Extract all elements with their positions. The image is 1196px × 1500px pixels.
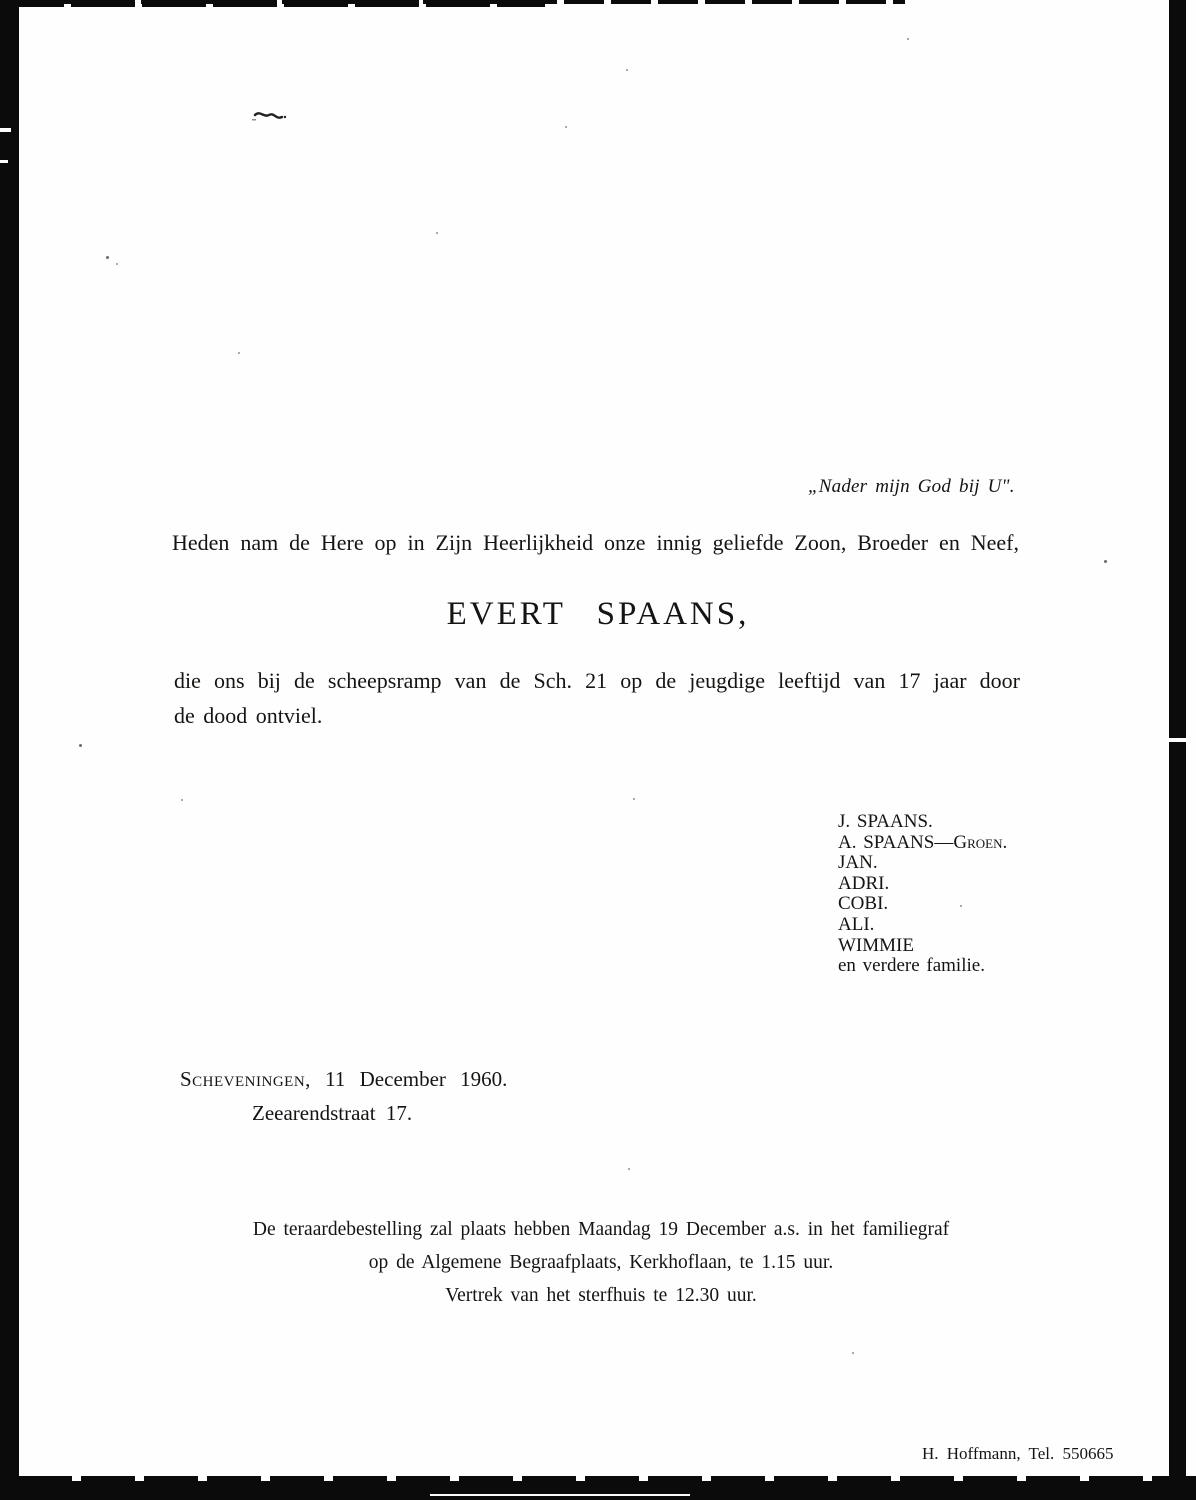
mourner-name: WIMMIE — [838, 934, 914, 956]
scan-speckle — [106, 256, 109, 259]
body-text-line2: de dood ontviel. — [174, 703, 323, 728]
scan-speckle — [907, 38, 909, 40]
scan-speckle — [633, 798, 635, 800]
scan-edge-notch — [0, 160, 8, 163]
scan-speckle — [116, 263, 118, 265]
scan-speckle — [852, 1352, 854, 1354]
scan-speckle — [626, 69, 628, 71]
date-value: 11 December 1960. — [325, 1067, 508, 1091]
scan-edge-notch — [1169, 738, 1186, 742]
funeral-line2: op de Algemene Begraafplaats, Kerkhoflaan, te 1.15 uur. — [368, 1252, 834, 1273]
mourners-family-note: en verdere familie. — [838, 955, 985, 977]
scan-speckle — [79, 744, 82, 747]
mourner-name: JAN. — [838, 852, 878, 874]
funeral-line1: De teraardebestelling zal plaats hebben Maandag 19 December a.s. in het familiegraf — [252, 1219, 950, 1240]
deceased-name: EVERT SPAANS, — [446, 596, 750, 632]
funeral-details — [238, 1213, 964, 1312]
mourner-name: A. SPAANS—Groen. — [838, 831, 1008, 853]
mourners-list — [838, 812, 1007, 977]
mourner-name: J. SPAANS. — [838, 811, 933, 832]
mourner-name: ADRI. — [838, 872, 890, 894]
scan-speckle — [565, 126, 567, 128]
scan-speckle — [1104, 560, 1107, 563]
scan-speckle — [628, 1168, 630, 1170]
scan-speckle — [436, 232, 438, 234]
funeral-line3: Vertrek van het sterfhuis te 12.30 uur. — [445, 1285, 757, 1306]
mourner-name: COBI. — [838, 893, 889, 915]
scan-speckle — [238, 352, 240, 354]
scan-edge-notch — [430, 1494, 690, 1496]
memorial-quote: „Nader mijn God bij U". — [808, 476, 1015, 497]
opening-line: Heden nam de Here op in Zijn Heerlijkheid onze innig geliefde Zoon, Broeder en Neef, — [172, 530, 1019, 555]
place-name: Scheveningen, — [180, 1067, 311, 1091]
printer-credit: H. Hoffmann, Tel. 550665 — [922, 1444, 1114, 1463]
scan-edge-bottom — [0, 1481, 1196, 1500]
ink-smudge-mark — [252, 106, 294, 131]
place-date-line — [180, 1067, 507, 1092]
body-text-line1: die ons bij de scheepsramp van de Sch. 21 op de jeugdige leeftijd van 17 jaar door — [174, 668, 1020, 693]
scan-speckle — [181, 799, 183, 801]
scan-edge-right — [1169, 0, 1186, 1500]
mourner-name: ALI. — [838, 913, 875, 935]
address-line: Zeearendstraat 17. — [252, 1101, 413, 1125]
scan-edge-bottom-fray — [18, 1476, 1196, 1482]
scan-edge-left — [0, 0, 19, 1500]
scan-edge-top-dense — [0, 0, 545, 7]
scan-edge-notch — [0, 128, 11, 132]
